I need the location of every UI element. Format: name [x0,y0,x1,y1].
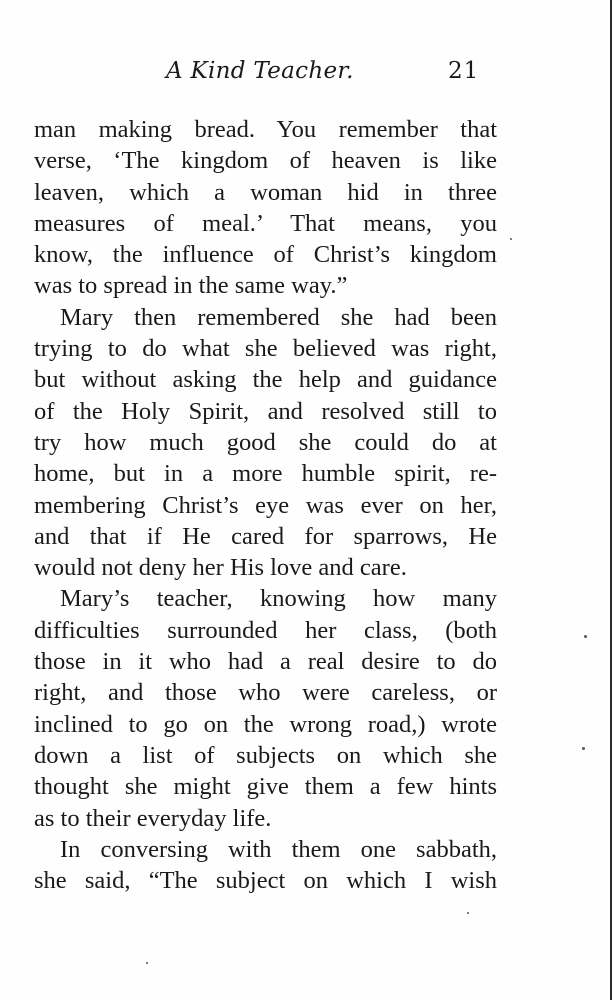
text-line: and that if He cared for sparrows, He [34,522,497,550]
text-line: she said, “The subject on which I wish [34,867,497,895]
text-line: man making bread. You remember that [34,116,497,143]
running-title: A Kind Teacher. [166,58,354,84]
text-line: those in it who had a real desire to do [34,648,497,676]
text-line: home, but in a more humble spirit, re- [34,460,497,488]
text-line: try how much good she could do at [34,428,497,456]
text-line: membering Christ’s eye was ever on her, [34,491,497,519]
text-line: leaven, which a woman hid in three [34,178,497,206]
text-line: would not deny her His love and care. [34,554,407,582]
text-line: of the Holy Spirit, and resolved still to [34,397,497,425]
paper-speck [510,238,512,240]
paper-speck [146,962,148,964]
text-line: know, the influence of Christ’s kingdom [34,241,497,269]
text-line: In conversing with them one sabbath, [60,835,497,863]
page-edge-shadow [610,0,612,1000]
text-line: measures of meal.’ That means, you [34,209,497,237]
body-text [34,114,497,896]
running-head [0,58,616,92]
text-line: as to their everyday life. [34,804,272,832]
text-line: inclined to go on the wrong road,) wrote [34,710,497,738]
text-line: trying to do what she believed was right, [34,335,497,363]
text-line: down a list of subjects on which she [34,741,497,769]
text-line: thought she might give them a few hints [34,773,497,801]
text-line: verse, ‘The kingdom of heaven is like [34,147,497,175]
paper-speck [582,747,585,750]
paper-speck [584,635,587,638]
text-line: Mary’s teacher, knowing how many [60,585,497,613]
text-line: Mary then remembered she had been [60,303,497,331]
text-line: difficulties surrounded her class, (both [34,616,497,644]
page-number: 21 [448,58,480,84]
text-line: but without asking the help and guidance [34,366,497,394]
paper-speck [467,912,469,914]
text-line: was to spread in the same way.” [34,272,348,300]
text-line: right, and those who were careless, or [34,679,497,707]
